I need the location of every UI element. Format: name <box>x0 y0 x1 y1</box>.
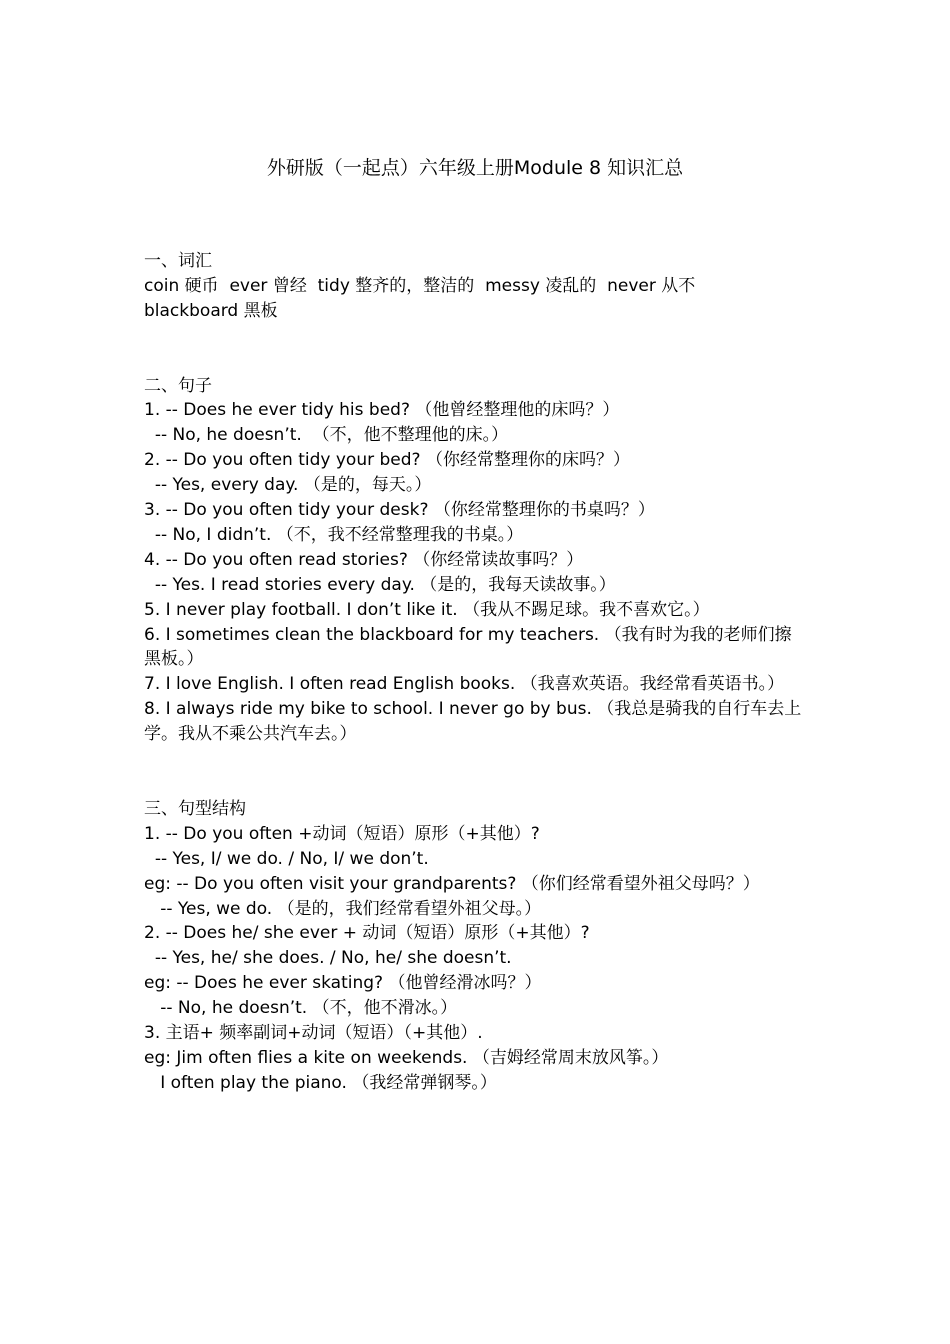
sentence-line: 4. -- Do you often read stories? （你经常读故事吗？） <box>144 549 584 570</box>
sentence-line: 3. -- Do you often tidy your desk? （你经常整理你的书桌吗？） <box>144 500 655 521</box>
pattern-line: eg: Jim often flies a kite on weekends. （吉姆经常周末放风筝。） <box>144 1047 669 1068</box>
document-title: 外研版（一起点）六年级上册Module 8 知识汇总 <box>266 157 684 179</box>
section-spacer <box>144 747 808 797</box>
pattern-line: -- Yes, I/ we do. / No, I/ we don’t. <box>144 848 429 869</box>
pattern-line: -- Yes, we do. （是的，我们经常看望外祖父母。） <box>144 898 542 919</box>
pattern-line: -- No, he doesn’t. （不，他不滑冰。） <box>144 998 458 1019</box>
sentence-line: -- No, I didn’t. （不，我不经常整理我的书桌。） <box>144 524 524 545</box>
sentence-line: -- Yes, every day. （是的，每天。） <box>144 475 432 496</box>
section-spacer <box>144 324 808 374</box>
pattern-line: 2. -- Does he/ she ever + 动词（短语）原形（+其他）? <box>144 923 590 944</box>
sentence-line: 5. I never play football. I don’t like it. （我从不踢足球。我不喜欢它。） <box>144 599 710 620</box>
pattern-line: 1. -- Do you often +动词（短语）原形（+其他）? <box>144 823 540 844</box>
vocabulary-line: blackboard 黑板 <box>144 300 278 321</box>
pattern-line: -- Yes, he/ she does. / No, he/ she doesn’t. <box>144 948 512 969</box>
pattern-line: eg: -- Does he ever skating? （他曾经滑冰吗？） <box>144 973 542 994</box>
sentence-line: -- No, he doesn’t. （不，他不整理他的床。） <box>144 425 509 446</box>
sentence-line: 7. I love English. I often read English books. （我喜欢英语。我经常看英语书。） <box>144 674 785 695</box>
section-vocabulary <box>144 249 808 324</box>
pattern-line: I often play the piano. （我经常弹钢琴。） <box>144 1072 497 1093</box>
sentence-line: 6. I sometimes clean the blackboard for my teachers. （我有时为我的老师们擦黑板。） <box>144 624 792 670</box>
vocabulary-line: coin 硬币 ever 曾经 tidy 整齐的，整洁的 messy 凌乱的 never 从不 <box>144 275 696 296</box>
pattern-line: 3. 主语+ 频率副词+动词（短语）（+其他）. <box>144 1023 483 1044</box>
section-heading: 二、句子 <box>144 375 212 396</box>
section-sentences <box>144 374 808 748</box>
sentence-line: -- Yes. I read stories every day. （是的，我每天读故事。） <box>144 574 616 595</box>
section-sentence-patterns <box>144 797 808 1096</box>
pattern-line: eg: -- Do you often visit your grandparents? （你们经常看望外祖父母吗？） <box>144 873 760 894</box>
document-body <box>144 249 808 1096</box>
section-heading: 一、词汇 <box>144 251 212 271</box>
section-heading: 三、句型结构 <box>144 798 246 819</box>
sentence-line: 2. -- Do you often tidy your bed? （你经常整理你的床吗？） <box>144 450 630 471</box>
sentence-line: 8. I always ride my bike to school. I never go by bus. （我总是骑我的自行车去上学。我从不乘公共汽车去。） <box>144 699 802 745</box>
sentence-line: 1. -- Does he ever tidy his bed? （他曾经整理他的床吗？） <box>144 400 620 421</box>
